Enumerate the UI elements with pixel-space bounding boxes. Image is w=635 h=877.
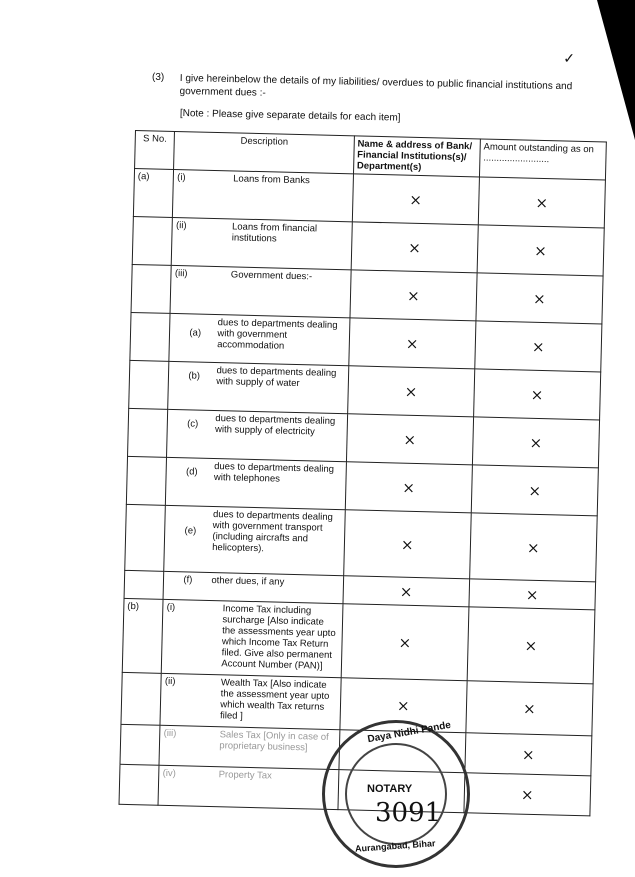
item-number xyxy=(172,364,183,386)
description-content xyxy=(172,364,345,390)
cell-name-address: × xyxy=(347,366,474,417)
cell-amount: × xyxy=(469,513,597,582)
item-number xyxy=(173,316,184,349)
scan-corner-shadow xyxy=(597,0,635,140)
cell-description xyxy=(169,313,350,365)
item-number: (ii) xyxy=(164,675,176,688)
cell-sno xyxy=(121,672,162,725)
item-description: dues to departments dealing with government transport (including aircrafts and helicopters). xyxy=(212,509,333,555)
cell-amount: × xyxy=(478,177,605,228)
item-number: (ii) xyxy=(175,220,187,232)
sub-item-letter xyxy=(191,769,213,781)
stamp-number: 3091 xyxy=(375,798,442,828)
item-description: Loans from Banks xyxy=(233,173,310,187)
notary-stamp xyxy=(322,720,470,868)
item-description: Income Tax including surcharge [Also indicate the assessments year upto which Income Tax Return filed. Give also permanent Account Number (PAN)] xyxy=(221,603,336,672)
cell-description xyxy=(162,599,343,677)
cell-amount: × xyxy=(464,773,591,816)
cell-name-address: × xyxy=(343,510,471,579)
cell-description xyxy=(158,765,338,809)
stamp-location: Aurangabad, Bihar xyxy=(354,838,436,854)
description-content xyxy=(163,768,336,783)
cell-description xyxy=(170,265,351,317)
cell-name-address: × xyxy=(350,270,477,321)
cell-amount: × xyxy=(476,273,603,324)
cell-name-address: × xyxy=(341,604,469,681)
cell-name-address: × xyxy=(343,576,470,607)
description-content xyxy=(167,574,340,589)
item-description: Wealth Tax [Also indicate the assessment year upto which wealth Tax returns filed ] xyxy=(219,677,330,722)
item-number: (iv) xyxy=(162,767,176,780)
description-content xyxy=(173,316,346,353)
table-body xyxy=(119,169,605,816)
sub-item-letter xyxy=(203,269,225,281)
cell-amount: × xyxy=(475,321,602,372)
item-number: (i) xyxy=(177,172,186,184)
description-content xyxy=(171,412,344,438)
tick-mark: ✓ xyxy=(563,50,575,66)
header-amount: Amount outstanding as on ......................... xyxy=(479,139,606,180)
cell-description xyxy=(168,361,349,413)
description-content xyxy=(168,508,341,556)
cell-description xyxy=(163,571,343,603)
description-content xyxy=(176,220,349,246)
section-number: (3) xyxy=(152,72,165,83)
cell-sno xyxy=(128,408,169,457)
cell-name-address: × xyxy=(346,414,473,465)
item-description: dues to departments dealing with government accommodation xyxy=(217,317,338,352)
cell-description xyxy=(166,457,347,509)
section-note: [Note : Please give separate details for each item] xyxy=(179,108,401,124)
stamp-notary-label: NOTARY xyxy=(367,783,413,795)
item-number: (iii) xyxy=(174,268,188,280)
item-number xyxy=(171,412,182,434)
description-content xyxy=(163,728,336,754)
cell-sno: (a) xyxy=(133,169,174,218)
cell-amount: × xyxy=(465,733,592,776)
header-name-address: Name & address of Bank/ Financial Institutions(s)/ Department(s) xyxy=(353,136,480,177)
cell-sno xyxy=(120,724,160,765)
item-description: Sales Tax [Only in case of proprietary business] xyxy=(219,729,329,754)
cell-description xyxy=(172,217,353,269)
cell-name-address: × xyxy=(352,174,479,225)
cell-description xyxy=(167,409,348,461)
cell-name-address: × xyxy=(349,318,476,369)
item-description: dues to departments dealing with supply of water xyxy=(216,365,337,390)
sub-item-letter: (a) xyxy=(189,327,202,339)
cell-sno xyxy=(124,570,164,599)
description-content xyxy=(170,460,343,486)
item-description: Government dues:- xyxy=(230,269,313,283)
item-number: (iii) xyxy=(163,727,177,740)
sub-item-letter xyxy=(205,173,227,185)
liabilities-table xyxy=(119,130,607,816)
cell-sno xyxy=(125,504,166,571)
cell-sno xyxy=(131,264,172,313)
item-description: dues to departments dealing with telephones xyxy=(213,461,335,485)
sub-item-letter: (c) xyxy=(187,417,199,430)
description-content xyxy=(164,676,337,724)
cell-sno xyxy=(132,216,173,265)
cell-amount: × xyxy=(477,225,604,276)
cell-amount: × xyxy=(471,465,598,516)
stamp-name: Daya Nidhi Pande xyxy=(366,719,452,746)
cell-sno xyxy=(130,312,171,361)
cell-description xyxy=(160,673,341,729)
sub-item-letter xyxy=(191,729,214,752)
item-description: Property Tax xyxy=(218,769,272,782)
description-content xyxy=(177,172,350,187)
sub-item-letter: (e) xyxy=(184,524,197,537)
item-description: other dues, if any xyxy=(211,575,285,588)
item-number: (i) xyxy=(166,601,176,614)
sub-item-letter xyxy=(193,603,217,670)
cell-amount: × xyxy=(467,607,595,684)
header-sno: S No. xyxy=(135,131,175,170)
item-number xyxy=(170,460,181,482)
cell-description xyxy=(164,505,345,575)
item-description: Loans from financial institutions xyxy=(231,221,318,245)
cell-name-address: × xyxy=(340,678,467,733)
cell-sno: (b) xyxy=(122,598,163,673)
cell-amount: × xyxy=(469,579,596,610)
sub-item-letter xyxy=(204,221,227,244)
sub-item-letter: (d) xyxy=(185,465,198,478)
description-content xyxy=(175,268,348,283)
cell-description xyxy=(173,169,354,221)
cell-description xyxy=(159,725,339,769)
description-content xyxy=(165,602,339,672)
cell-amount: × xyxy=(473,369,600,420)
cell-amount: × xyxy=(466,681,593,736)
table-row xyxy=(125,504,597,581)
cell-sno xyxy=(126,456,167,505)
cell-name-address: × xyxy=(345,462,472,513)
sub-item-letter: (b) xyxy=(188,369,201,382)
sub-item-letter: (f) xyxy=(183,574,193,586)
item-number xyxy=(167,574,177,585)
header-description: Description xyxy=(174,131,354,173)
item-number xyxy=(168,508,179,552)
item-description: dues to departments dealing with supply of electricity xyxy=(214,413,336,438)
sub-item-letter xyxy=(192,677,215,722)
table-row xyxy=(122,598,595,683)
cell-sno xyxy=(129,360,170,409)
cell-sno xyxy=(119,764,159,805)
cell-amount: × xyxy=(472,417,599,468)
cell-name-address: × xyxy=(351,222,478,273)
section-heading: I give hereinbelow the details of my liabilities/ overdues to public financial institutions and government dues :- xyxy=(179,72,573,99)
